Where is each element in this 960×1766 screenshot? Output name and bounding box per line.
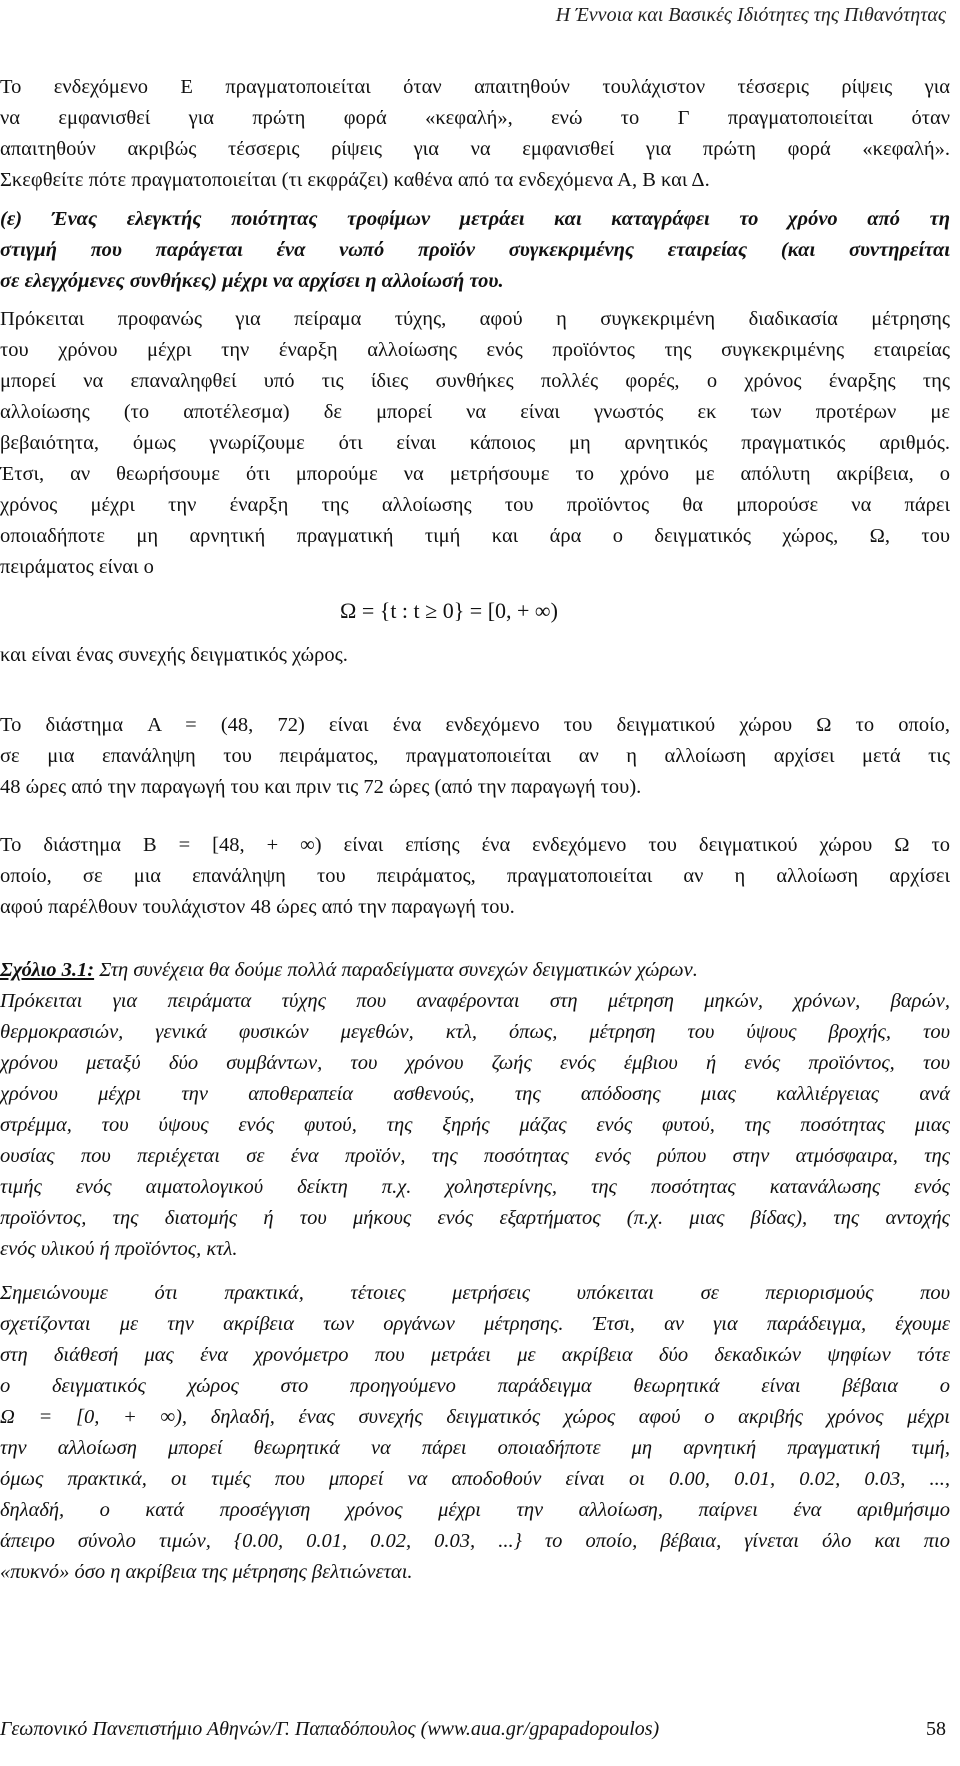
sample-space-formula: Ω = {t : t ≥ 0} = [0, + ∞) <box>340 598 558 623</box>
text-line: Το διάστημα A = (48, 72) είναι ένα ενδεχόμενο του δειγματικού χώρου Ω το οποίο, <box>0 714 950 736</box>
text-line: και είναι ένας συνεχής δειγματικός χώρος. <box>0 644 348 666</box>
text-line: Πρόκειται προφανώς για πείραμα τύχης, αφού η συγκεκριμένη διαδικασία μέτρησης <box>0 308 950 330</box>
text-line: του χρόνου μέχρι την έναρξη αλλοίωσης ενός προϊόντος της συγκεκριμένης εταιρείας <box>0 339 950 361</box>
text-line: στρέμμα, του ύψους ενός φυτού, της ξηρής μάζας ενός φυτού, της ποσότητας μιας <box>0 1114 950 1136</box>
text-line: προϊόντος, της διατομής ή του μήκους ενός εξαρτήματος (π.χ. μιας βίδας), της αντοχής <box>0 1207 950 1229</box>
text-line: (ε) Ένας ελεγκτής ποιότητας τροφίμων μετράει και καταγράφει το χρόνο από τη <box>0 208 950 230</box>
text-line: οποιαδήποτε μη αρνητική πραγματική τιμή και άρα ο δειγματικός χώρος, Ω, του <box>0 525 950 547</box>
running-header: Η Έννοια και Βασικές Ιδιότητες της Πιθανότητας <box>555 4 946 26</box>
text-line: σε ελεγχόμενες συνθήκες) μέχρι να αρχίσει η αλλοίωσή του. <box>0 270 504 292</box>
text-line: απαιτηθούν ακριβώς τέσσερις ρίψεις για να εμφανισθεί για πρώτη φορά «κεφαλή». <box>0 138 950 160</box>
page-footer <box>0 1718 946 1741</box>
text-line: χρόνος μέχρι την έναρξη της αλλοίωσης του προϊόντος θα μπορούσε να πάρει <box>0 494 950 516</box>
text-line: «πυκνό» όσο η ακρίβεια της μέτρησης βελτιώνεται. <box>0 1561 413 1583</box>
paragraph-random-experiment <box>0 304 950 583</box>
page-number: 58 <box>926 1718 946 1740</box>
scholio-heading-line <box>0 955 950 986</box>
text-line: ενός υλικού ή προϊόντος, κτλ. <box>0 1238 238 1260</box>
text-line: όμως πρακτικά, οι τιμές που μπορεί να αποδοθούν είναι οι 0.00, 0.01, 0.02, 0.03, ..., <box>0 1468 950 1490</box>
footer-credit: Γεωπονικό Πανεπιστήμιο Αθηνών/Γ. Παπαδόπουλος (www.aua.gr/gpapadopoulos) <box>0 1718 660 1740</box>
text-line: ουσίας που περιέχεται σε ένα προϊόν, της ποσότητας ενός ρύπου στην ατμόσφαιρα, της <box>0 1145 950 1167</box>
text-line: αφού παρέλθουν τουλάχιστον 48 ώρες από την παραγωγή του. <box>0 896 515 918</box>
text-line: Σημειώνουμε ότι πρακτικά, τέτοιες μετρήσεις υπόκειται σε περιορισμούς που <box>0 1282 950 1304</box>
text-line: θερμοκρασιών, γενικά φυσικών μεγεθών, κτλ, όπως, μέτρηση του ύψους βροχής, του <box>0 1021 950 1043</box>
paragraph-interval-b <box>0 830 950 923</box>
text-line: οποίο, σε μια επανάληψη του πειράματος, πραγματοποιείται αν η αλλοίωση αρχίσει <box>0 865 950 887</box>
text-line: βεβαιότητα, όμως γνωρίζουμε ότι είναι κάποιος μη αρνητικός πραγματικός αριθμός. <box>0 432 950 454</box>
scholio-label: Σχόλιο 3.1: <box>0 959 95 981</box>
text-line: σχετίζονται με την ακρίβεια των οργάνων μέτρησης. Έτσι, αν για παράδειγμα, έχουμε <box>0 1313 950 1335</box>
scholio-intro: Στη συνέχεια θα δούμε πολλά παραδείγματα συνεχών δειγματικών χώρων. <box>94 959 698 981</box>
text-line: χρόνου μέχρι την αποθεραπεία ασθενούς, της απόδοσης μιας καλλιέργειας ανά <box>0 1083 950 1105</box>
text-line: πειράματος είναι ο <box>0 556 154 578</box>
text-line: άπειρο σύνολο τιμών, {0.00, 0.01, 0.02, 0.03, ...} το οποίο, βέβαια, γίνεται όλο και πιο <box>0 1530 950 1552</box>
paragraph-measurement-precision <box>0 1278 950 1588</box>
text-line: τιμής ενός αιματολογικού δείκτη π.χ. χοληστερίνης, της ποσότητας κατανάλωσης ενός <box>0 1176 950 1198</box>
text-line: μπορεί να επαναληφθεί υπό τις ίδιες συνθήκες πολλές φορές, ο χρόνος έναρξης της <box>0 370 950 392</box>
text-line: σε μια επανάληψη του πειράματος, πραγματοποιείται αν η αλλοίωση αρχίσει μετά τις <box>0 745 950 767</box>
paragraph-events <box>0 72 950 196</box>
scholio-3-1 <box>0 955 950 1265</box>
question-e <box>0 204 950 297</box>
paragraph-continuous <box>0 640 950 671</box>
text-line: ο δειγματικός χώρος στο προηγούμενο παράδειγμα θεωρητικά είναι βέβαια ο <box>0 1375 950 1397</box>
text-line: δηλαδή, ο κατά προσέγγιση χρόνος μέχρι την αλλοίωση, παίρνει ένα αριθμήσιμο <box>0 1499 950 1521</box>
paragraph-interval-a <box>0 710 950 803</box>
text-line: να εμφανισθεί για πρώτη φορά «κεφαλή», ενώ το Γ πραγματοποιείται όταν <box>0 107 950 129</box>
text-line: Το διάστημα B = [48, + ∞) είναι επίσης ένα ενδεχόμενο του δειγματικού χώρου Ω το <box>0 834 950 856</box>
text-line: Έτσι, αν θεωρήσουμε ότι μπορούμε να μετρήσουμε το χρόνο με απόλυτη ακρίβεια, ο <box>0 463 950 485</box>
text-line: Σκεφθείτε πότε πραγματοποιείται (τι εκφράζει) καθένα από τα ενδεχόμενα Α, Β και Δ. <box>0 169 710 191</box>
text-line: την αλλοίωση μπορεί θεωρητικά να πάρει οποιαδήποτε μη αρνητική πραγματική τιμή, <box>0 1437 950 1459</box>
text-line: Ω = [0, + ∞), δηλαδή, ένας συνεχής δειγματικός χώρος αφού ο ακριβής χρόνος μέχρι <box>0 1406 950 1428</box>
text-line: Πρόκειται για πειράματα τύχης που αναφέρονται στη μέτρηση μηκών, χρόνων, βαρών, <box>0 990 950 1012</box>
text-line: 48 ώρες από την παραγωγή του και πριν τις 72 ώρες (από την παραγωγή του). <box>0 776 642 798</box>
text-line: στιγμή που παράγεται ένα νωπό προϊόν συγκεκριμένης εταιρείας (και συντηρείται <box>0 239 950 261</box>
text-line: χρόνου μεταξύ δύο συμβάντων, του χρόνου ζωής ενός έμβιου ή ενός προϊόντος, του <box>0 1052 950 1074</box>
text-line: Το ενδεχόμενο Ε πραγματοποιείται όταν απαιτηθούν τουλάχιστον τέσσερις ρίψεις για <box>0 76 950 98</box>
text-line: αλλοίωσης (το αποτέλεσμα) δε μπορεί να είναι γνωστός εκ των προτέρων με <box>0 401 950 423</box>
text-line: στη διάθεσή μας ένα χρονόμετρο που μετράει με ακρίβεια δύο δεκαδικών ψηφίων τότε <box>0 1344 950 1366</box>
